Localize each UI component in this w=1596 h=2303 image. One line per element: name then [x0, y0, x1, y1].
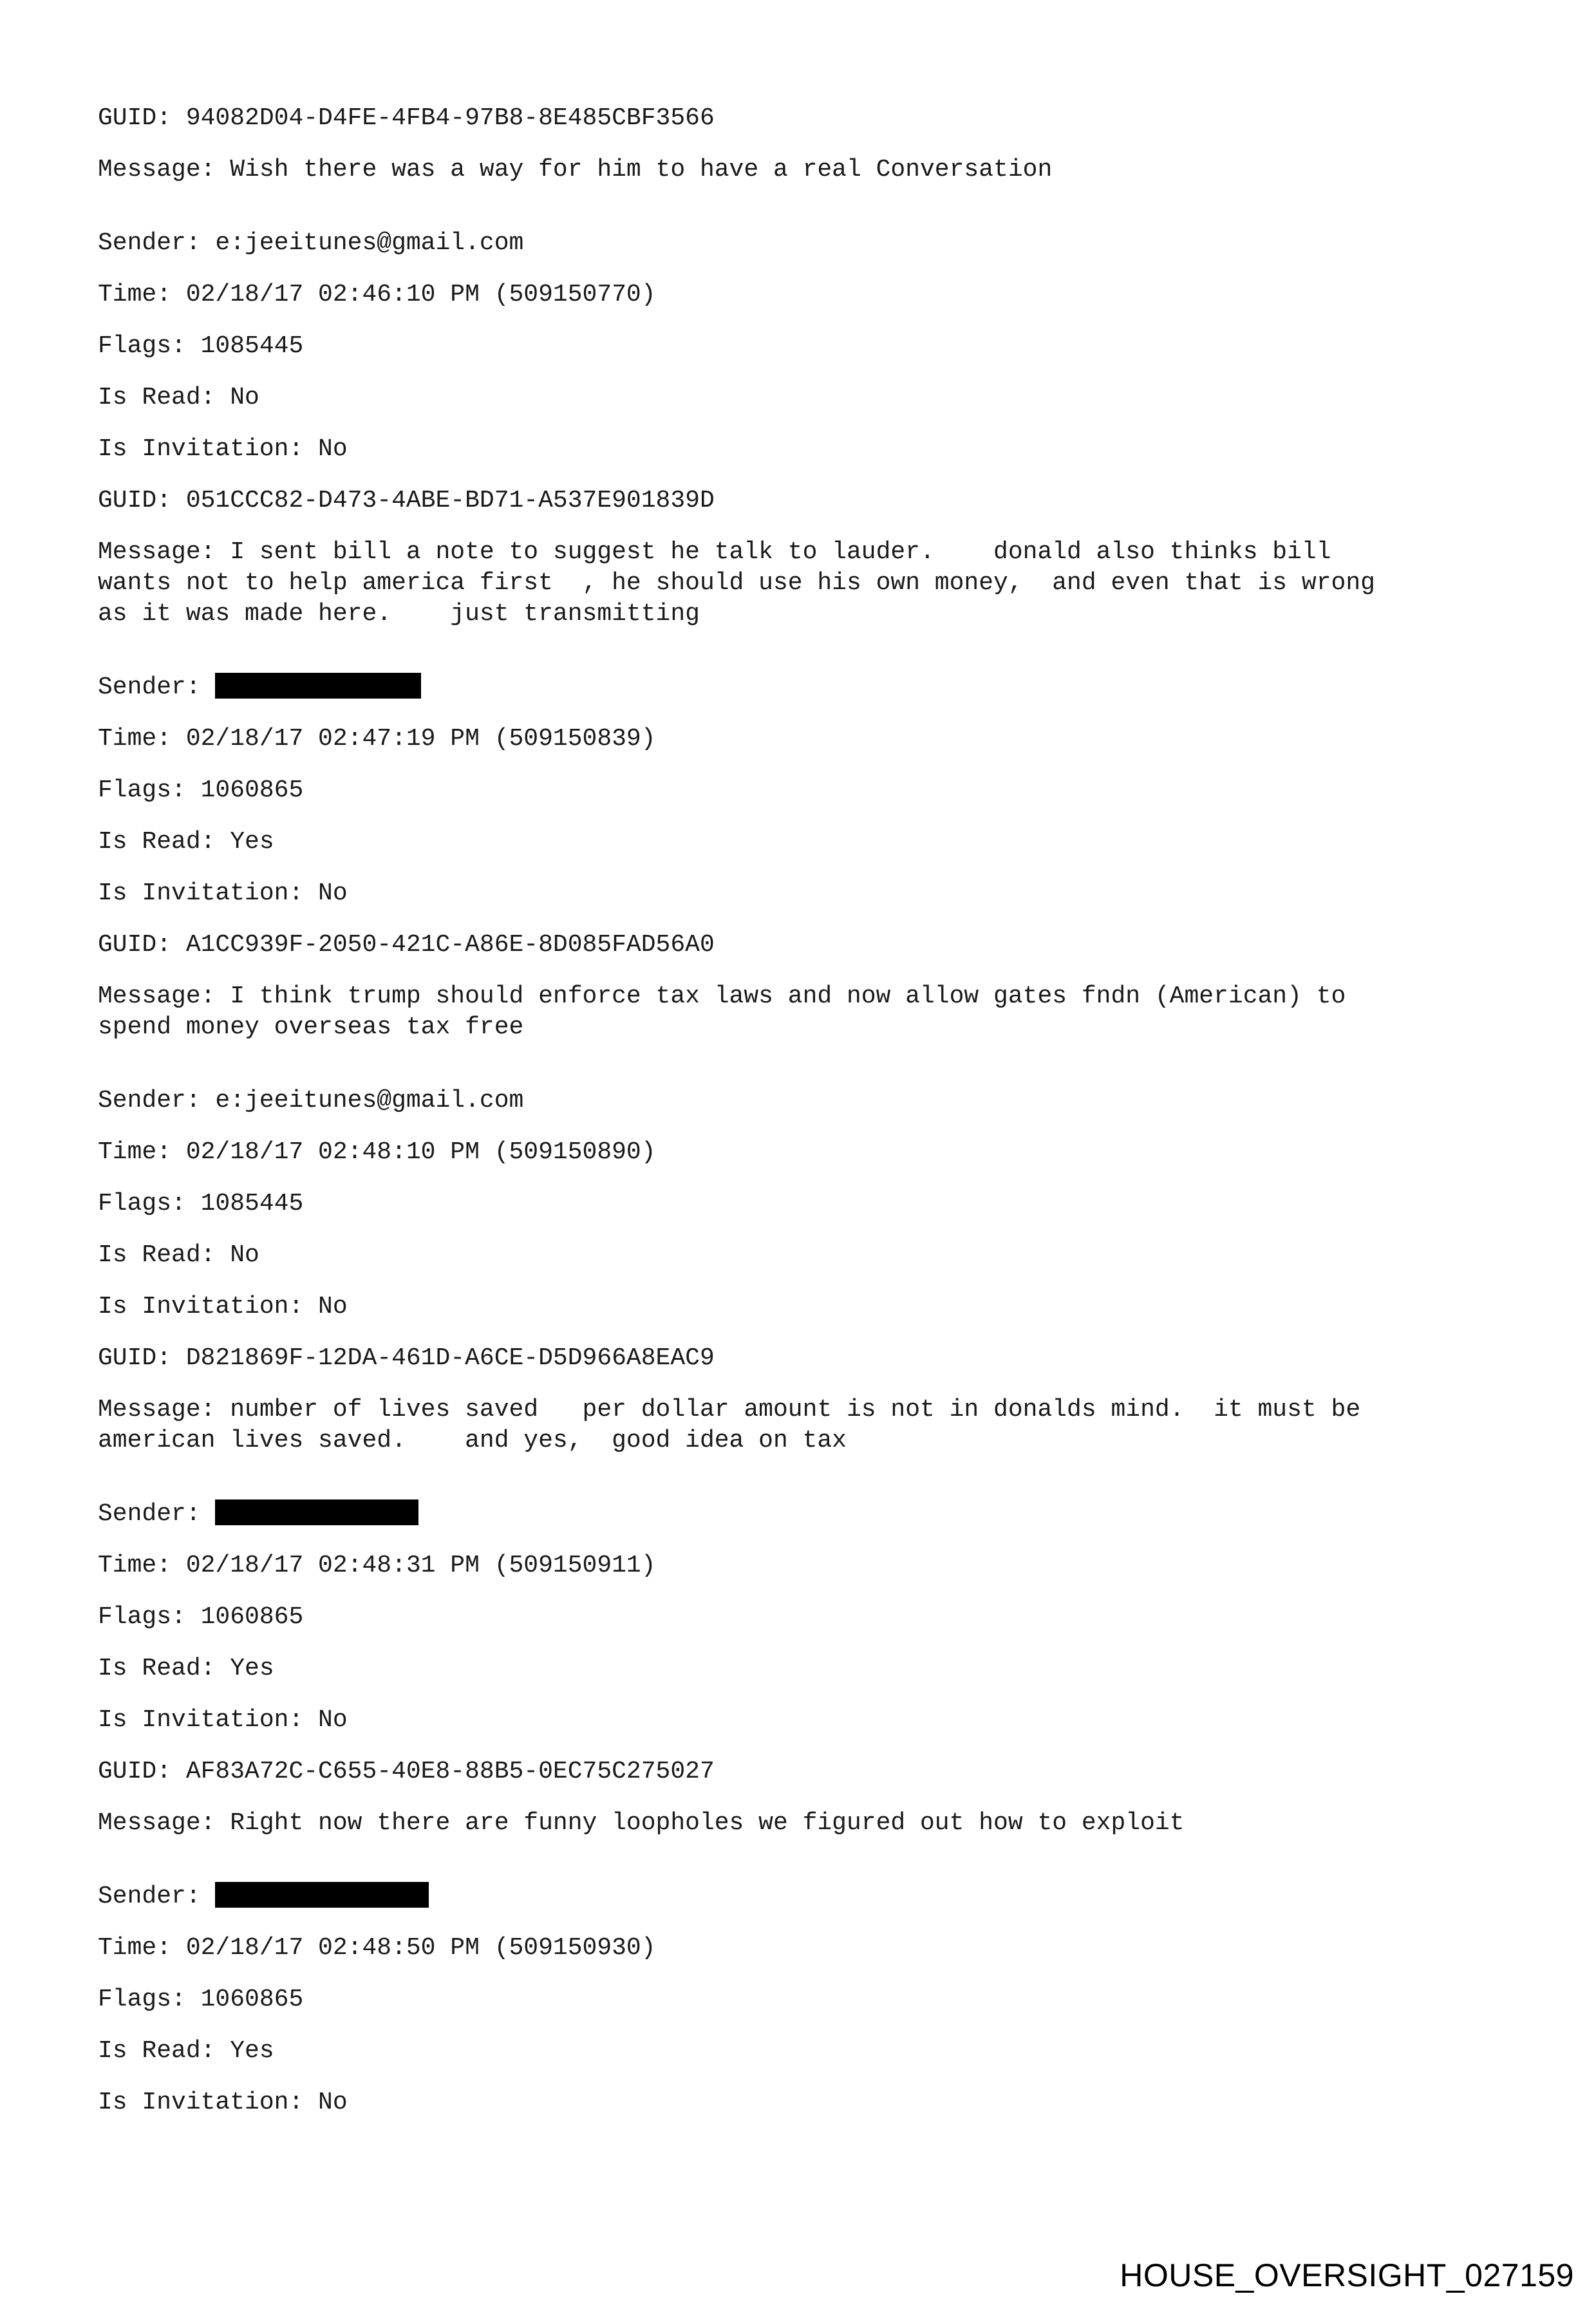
- flags-line: Flags: 1085445: [98, 1190, 304, 1217]
- guid-line: GUID: D821869F-12DA-461D-A6CE-D5D966A8EAC9: [98, 1344, 715, 1372]
- message-line: Message: number of lives saved per dollar amount is not in donalds mind. it must be: [98, 1396, 1361, 1424]
- bates-number: HOUSE_OVERSIGHT_027159: [1120, 2257, 1574, 2293]
- message-line: Message: Wish there was a way for him to have a real Conversation: [98, 156, 1053, 183]
- is-invitation-line: Is Invitation: No: [98, 1293, 348, 1321]
- redaction-bar: [215, 1499, 418, 1525]
- is-read-line: Is Read: No: [98, 1241, 259, 1269]
- flags-line: Flags: 1060865: [98, 1986, 304, 2013]
- flags-line: Flags: 1085445: [98, 332, 304, 360]
- document-body: [98, 103, 1508, 2118]
- sender-line: [98, 1881, 1508, 1912]
- time-line: Time: 02/18/17 02:48:31 PM (509150911): [98, 1552, 656, 1579]
- is-invitation-line: Is Invitation: No: [98, 435, 348, 463]
- redaction-bar: [215, 673, 421, 699]
- message-line: spend money overseas tax free: [98, 1013, 524, 1041]
- is-read-line: Is Read: Yes: [98, 828, 274, 856]
- message-line: Message: I think trump should enforce tax laws and now allow gates fndn (American) to: [98, 982, 1346, 1010]
- message-line: Message: I sent bill a note to suggest he talk to lauder. donald also thinks bill: [98, 538, 1331, 566]
- guid-line: GUID: A1CC939F-2050-421C-A86E-8D085FAD56A0: [98, 931, 715, 959]
- sender-line: [98, 672, 1508, 703]
- message-line: as it was made here. just transmitting: [98, 600, 700, 628]
- guid-line: GUID: 94082D04-D4FE-4FB4-97B8-8E485CBF3566: [98, 104, 715, 132]
- redaction-bar: [215, 1882, 429, 1908]
- guid-line: GUID: AF83A72C-C655-40E8-88B5-0EC75C275027: [98, 1758, 715, 1785]
- is-invitation-line: Is Invitation: No: [98, 879, 348, 907]
- is-invitation-line: Is Invitation: No: [98, 1706, 348, 1734]
- flags-line: Flags: 1060865: [98, 1603, 304, 1631]
- time-line: Time: 02/18/17 02:48:10 PM (509150890): [98, 1138, 656, 1166]
- sender-line: [98, 1499, 1508, 1530]
- guid-line: GUID: 051CCC82-D473-4ABE-BD71-A537E901839D: [98, 487, 715, 514]
- is-invitation-line: Is Invitation: No: [98, 2089, 348, 2116]
- time-line: Time: 02/18/17 02:47:19 PM (509150839): [98, 725, 656, 753]
- sender-line: Sender: e:jeeitunes@gmail.com: [98, 229, 524, 257]
- time-line: Time: 02/18/17 02:46:10 PM (509150770): [98, 281, 656, 308]
- message-line: american lives saved. and yes, good idea on tax: [98, 1427, 847, 1454]
- flags-line: Flags: 1060865: [98, 776, 304, 804]
- message-line: wants not to help america first , he should use his own money, and even that is wrong: [98, 569, 1375, 597]
- is-read-line: Is Read: No: [98, 384, 259, 411]
- time-line: Time: 02/18/17 02:48:50 PM (509150930): [98, 1934, 656, 1962]
- sender-label: Sender:: [98, 673, 201, 701]
- is-read-line: Is Read: Yes: [98, 2037, 274, 2065]
- message-line: Message: Right now there are funny loopholes we figured out how to exploit: [98, 1809, 1185, 1837]
- is-read-line: Is Read: Yes: [98, 1655, 274, 1682]
- sender-label: Sender:: [98, 1883, 201, 1910]
- sender-label: Sender:: [98, 1500, 201, 1528]
- sender-line: Sender: e:jeeitunes@gmail.com: [98, 1087, 524, 1114]
